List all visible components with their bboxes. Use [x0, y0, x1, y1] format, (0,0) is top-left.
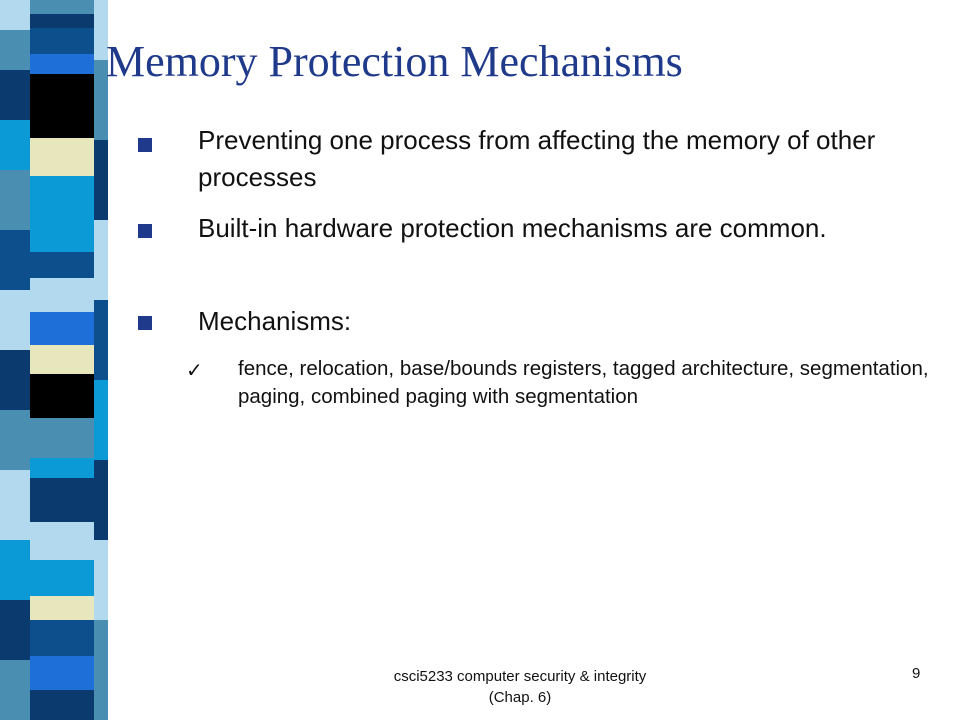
sub-bullet-text: fence, relocation, base/bounds registers, tagged architecture, segmentation, paging, combined paging with segmentation	[238, 357, 929, 408]
decorative-stripe	[30, 28, 94, 54]
decorative-stripe	[94, 140, 108, 220]
slide-title: Memory Protection Mechanisms	[106, 37, 683, 86]
page-number: 9	[912, 665, 921, 682]
decorative-stripe	[30, 138, 94, 176]
decorative-stripe	[30, 374, 94, 418]
decorative-stripe	[30, 345, 94, 374]
decorative-stripe	[30, 478, 94, 522]
decorative-stripe	[0, 290, 30, 350]
bullet-square-icon	[138, 224, 152, 238]
decorative-stripe	[0, 230, 30, 290]
decorative-stripe	[94, 380, 108, 460]
decorative-stripe	[30, 14, 94, 28]
decorative-stripe	[30, 690, 94, 720]
decorative-stripe	[0, 600, 30, 660]
decorative-stripe	[0, 350, 30, 410]
decorative-stripe	[30, 522, 94, 560]
decorative-stripe	[94, 300, 108, 380]
decorative-stripe	[0, 660, 30, 720]
decorative-stripe	[94, 620, 108, 720]
decorative-stripe	[94, 540, 108, 620]
decorative-stripe	[30, 312, 94, 345]
bullet-square-icon	[138, 316, 152, 330]
decorative-stripe	[30, 112, 94, 138]
decorative-stripe	[30, 278, 94, 312]
decorative-stripe	[30, 218, 94, 252]
decorative-stripe	[0, 470, 30, 540]
decorative-stripe	[0, 410, 30, 470]
decorative-stripe	[0, 0, 30, 30]
decorative-stripe-bar	[0, 0, 110, 720]
decorative-stripe	[30, 620, 94, 656]
bullet-text-1: Preventing one process from affecting the memory of other processes	[198, 125, 876, 192]
decorative-stripe	[0, 30, 30, 70]
bullet-text-3: Mechanisms:	[198, 306, 352, 336]
decorative-stripe	[0, 70, 30, 120]
decorative-stripe	[30, 596, 94, 620]
decorative-stripe	[30, 656, 94, 690]
decorative-stripe	[0, 170, 30, 230]
bullet-square-icon	[138, 138, 152, 152]
decorative-stripe	[30, 176, 94, 218]
decorative-stripe	[30, 54, 94, 74]
checkmark-icon: ✓	[186, 358, 203, 382]
decorative-stripe	[30, 560, 94, 596]
decorative-stripe	[0, 540, 30, 600]
decorative-stripe	[30, 0, 94, 14]
decorative-stripe	[30, 418, 94, 458]
slide-footer: csci5233 computer security & integrity (Chap. 6)	[393, 668, 647, 706]
decorative-stripe	[30, 252, 94, 278]
bullet-text-2: Built-in hardware protection mechanisms are common.	[198, 213, 827, 243]
decorative-stripe	[30, 74, 94, 112]
decorative-stripe	[94, 220, 108, 300]
decorative-stripe	[94, 460, 108, 540]
decorative-stripe	[30, 458, 94, 478]
decorative-stripe	[0, 120, 30, 170]
